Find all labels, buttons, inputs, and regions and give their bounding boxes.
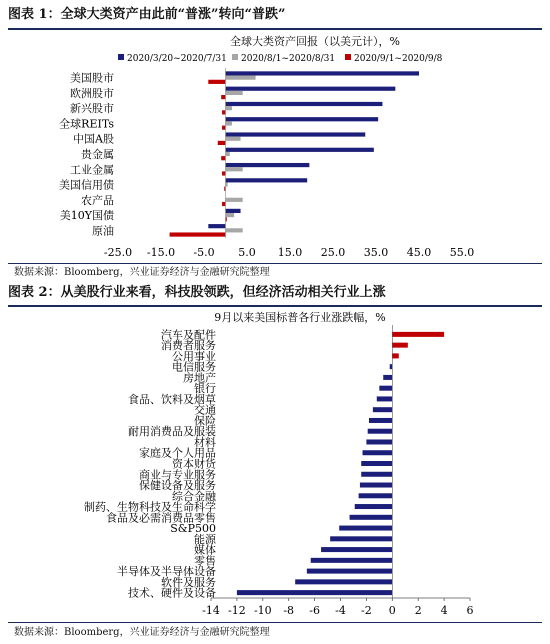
chart1-bar-0 xyxy=(226,87,396,91)
chart1-bar-0 xyxy=(226,132,366,136)
chart1 xyxy=(0,32,550,264)
chart2-category-label: 食品及必需消费品零售 xyxy=(106,511,216,525)
chart1-bar-2 xyxy=(222,110,225,114)
chart2-xtick-label: -12 xyxy=(228,604,246,617)
chart2-category-label: 家庭及个人用品 xyxy=(139,446,216,460)
chart1-bar-2 xyxy=(221,95,225,99)
chart2-category-label: 汽车及配件 xyxy=(161,328,216,342)
chart2-bar xyxy=(392,332,444,337)
chart2-category-label: 商业与专业服务 xyxy=(139,468,216,482)
chart1-bar-1 xyxy=(226,213,235,217)
chart2-bar xyxy=(237,590,392,595)
chart2-category-label: 能源 xyxy=(194,532,216,546)
chart2-bar xyxy=(383,375,392,380)
figure2-title: 图表 2：从美股行业来看，科技股领跌，但经济活动相关行业上涨 xyxy=(8,285,386,300)
chart2-bar xyxy=(307,569,392,574)
chart2-bar xyxy=(359,493,393,498)
chart2-bar xyxy=(392,343,408,348)
chart1-bar-1 xyxy=(226,167,243,171)
chart1-bar-1 xyxy=(226,76,256,80)
chart2-category-label: S&P500 xyxy=(170,522,216,536)
chart1-category-label: 农产品 xyxy=(81,193,114,207)
chart2-category-label: 耐用消费品及服装 xyxy=(128,425,216,439)
chart1-bar-1 xyxy=(226,106,232,110)
chart2-bar xyxy=(361,472,392,477)
chart1-bar-2 xyxy=(221,156,225,160)
chart1-legend-label-0: 2020/3/20~2020/7/31 xyxy=(127,54,227,64)
chart2-bar xyxy=(295,579,392,584)
chart2-xtick-label: -10 xyxy=(253,604,272,617)
chart2-category-label: 公用事业 xyxy=(172,349,216,363)
chart1-bar-1 xyxy=(226,91,243,95)
chart1-bar-1 xyxy=(226,198,243,202)
chart1-legend-label-2: 2020/9/1~2020/9/8 xyxy=(354,54,443,64)
chart2-xtick-label: -2 xyxy=(361,604,372,617)
figure1-source: 数据来源：Bloomberg，兴业证券经济与金融研究院整理 xyxy=(14,267,270,278)
chart1-legend-swatch-2 xyxy=(345,54,351,60)
chart2-category-label: 综合金融 xyxy=(172,489,216,503)
chart2-bar xyxy=(311,558,393,563)
chart2-xtick-label: 4 xyxy=(440,604,448,617)
chart2-bar xyxy=(379,386,392,391)
chart2-title: 9月以来美国标普各行业涨跌幅，% xyxy=(214,311,386,324)
chart2-category-label: 半导体及半导体设备 xyxy=(117,565,216,579)
chart1-xtick-label: -5.0 xyxy=(193,246,215,259)
chart2-category-label: 消费者服务 xyxy=(161,339,216,353)
chart2-bar xyxy=(392,353,398,358)
chart1-bar-2 xyxy=(218,141,226,145)
chart1-legend-swatch-1 xyxy=(232,54,238,60)
chart1-category-label: 美国股市 xyxy=(70,71,114,85)
chart1-category-label: 工业金属 xyxy=(70,163,114,177)
chart2-category-label: 保险 xyxy=(194,414,216,428)
chart2-category-label: 材料 xyxy=(194,435,216,449)
chart1-bar-1 xyxy=(226,152,230,156)
figure2-source: 数据来源：Bloomberg，兴业证券经济与金融研究院整理 xyxy=(14,627,270,638)
chart2-bar xyxy=(369,418,392,423)
chart1-bar-0 xyxy=(226,163,310,167)
chart1-xtick-label: 35.0 xyxy=(363,246,389,259)
chart2-category-label: 软件及服务 xyxy=(161,575,216,589)
figure2-title-rule xyxy=(8,305,542,307)
chart1-bar-0 xyxy=(226,71,420,75)
chart1-category-label: 原油 xyxy=(92,224,114,238)
chart2-category-label: 技术、硬件及设备 xyxy=(128,586,216,600)
chart1-title: 全球大类资产回报（以美元计），% xyxy=(230,35,400,48)
chart2-category-label: 媒体 xyxy=(194,543,216,557)
chart1-category-label: 欧洲股市 xyxy=(70,86,114,100)
chart1-xtick-label: 15.0 xyxy=(277,246,303,259)
chart1-bar-0 xyxy=(226,117,379,121)
chart1-category-label: 贵金属 xyxy=(81,148,114,161)
chart1-category-label: 新兴股市 xyxy=(70,102,114,116)
chart2-bar xyxy=(377,396,393,401)
chart2-xtick-label: -14 xyxy=(202,604,220,617)
chart1-bar-0 xyxy=(226,148,374,152)
chart2-category-label: 食品、饮料及烟草 xyxy=(128,392,216,406)
chart1-category-label: 美10Y国债 xyxy=(59,209,114,223)
chart1-bar-2 xyxy=(222,202,225,206)
chart1-bar-1 xyxy=(226,182,228,186)
chart1-category-label: 全球REITs xyxy=(59,117,114,131)
chart2-xtick-label: -8 xyxy=(283,604,295,617)
figure2-bottom-rule xyxy=(8,622,542,623)
chart1-category-label: 中国A股 xyxy=(73,132,114,146)
chart1-bar-0 xyxy=(226,178,308,182)
chart2 xyxy=(0,309,550,619)
chart2-category-label: 零售 xyxy=(194,554,216,568)
chart1-bar-1 xyxy=(226,137,241,141)
chart1-xtick-label: 5.0 xyxy=(238,246,256,259)
chart2-bar xyxy=(361,461,392,466)
chart1-bar-2 xyxy=(208,80,225,84)
chart2-bar xyxy=(350,515,393,520)
chart1-category-label: 美国信用债 xyxy=(59,178,114,192)
chart2-category-label: 交通 xyxy=(194,403,216,417)
figure1-title-rule xyxy=(8,28,542,30)
chart1-bar-2 xyxy=(222,171,225,175)
chart1-bar-0 xyxy=(208,224,225,228)
chart1-xtick-label: 55.0 xyxy=(449,246,475,259)
chart1-bar-0 xyxy=(226,209,241,213)
chart1-bar-2 xyxy=(222,126,225,130)
chart1-xtick-label: 45.0 xyxy=(406,246,432,259)
chart1-bar-1 xyxy=(226,228,243,232)
chart2-xtick-label: 6 xyxy=(466,604,474,617)
chart1-legend-swatch-0 xyxy=(118,54,124,60)
chart1-legend-label-1: 2020/8/1~2020/8/31 xyxy=(241,54,336,64)
chart1-bar-1 xyxy=(226,121,232,125)
chart2-category-label: 房地产 xyxy=(183,371,216,385)
chart2-bar xyxy=(368,429,393,434)
chart2-bar xyxy=(321,547,392,552)
chart2-category-label: 电信服务 xyxy=(172,360,216,374)
chart2-bar xyxy=(355,504,393,509)
figure1-bottom-rule xyxy=(8,263,542,264)
chart2-xtick-label: -4 xyxy=(335,604,346,617)
chart2-category-label: 银行 xyxy=(194,382,216,396)
figure1-title: 图表 1：全球大类资产由此前“普涨”转向“普跌” xyxy=(8,7,286,22)
chart1-xtick-label: -15.0 xyxy=(146,246,176,259)
chart1-xtick-label: -25.0 xyxy=(103,246,133,259)
chart1-bar-2 xyxy=(170,232,226,236)
chart2-bar xyxy=(363,450,393,455)
chart2-category-label: 资本财货 xyxy=(172,457,216,471)
chart2-xtick-label: 0 xyxy=(388,604,396,617)
chart2-xtick-label: 2 xyxy=(414,604,422,617)
chart1-xtick-label: 25.0 xyxy=(320,246,346,259)
chart2-bar xyxy=(366,439,392,444)
chart2-bar xyxy=(330,536,392,541)
chart2-bar xyxy=(390,364,393,369)
chart2-bar xyxy=(339,526,392,531)
chart2-bar xyxy=(373,407,392,412)
chart2-bar xyxy=(360,483,392,488)
chart2-category-label: 保健设备及服务 xyxy=(139,479,216,493)
chart2-category-label: 制药、生物科技及生命科学 xyxy=(84,500,216,514)
chart1-bar-0 xyxy=(226,102,383,106)
chart2-xtick-label: -6 xyxy=(309,604,320,617)
